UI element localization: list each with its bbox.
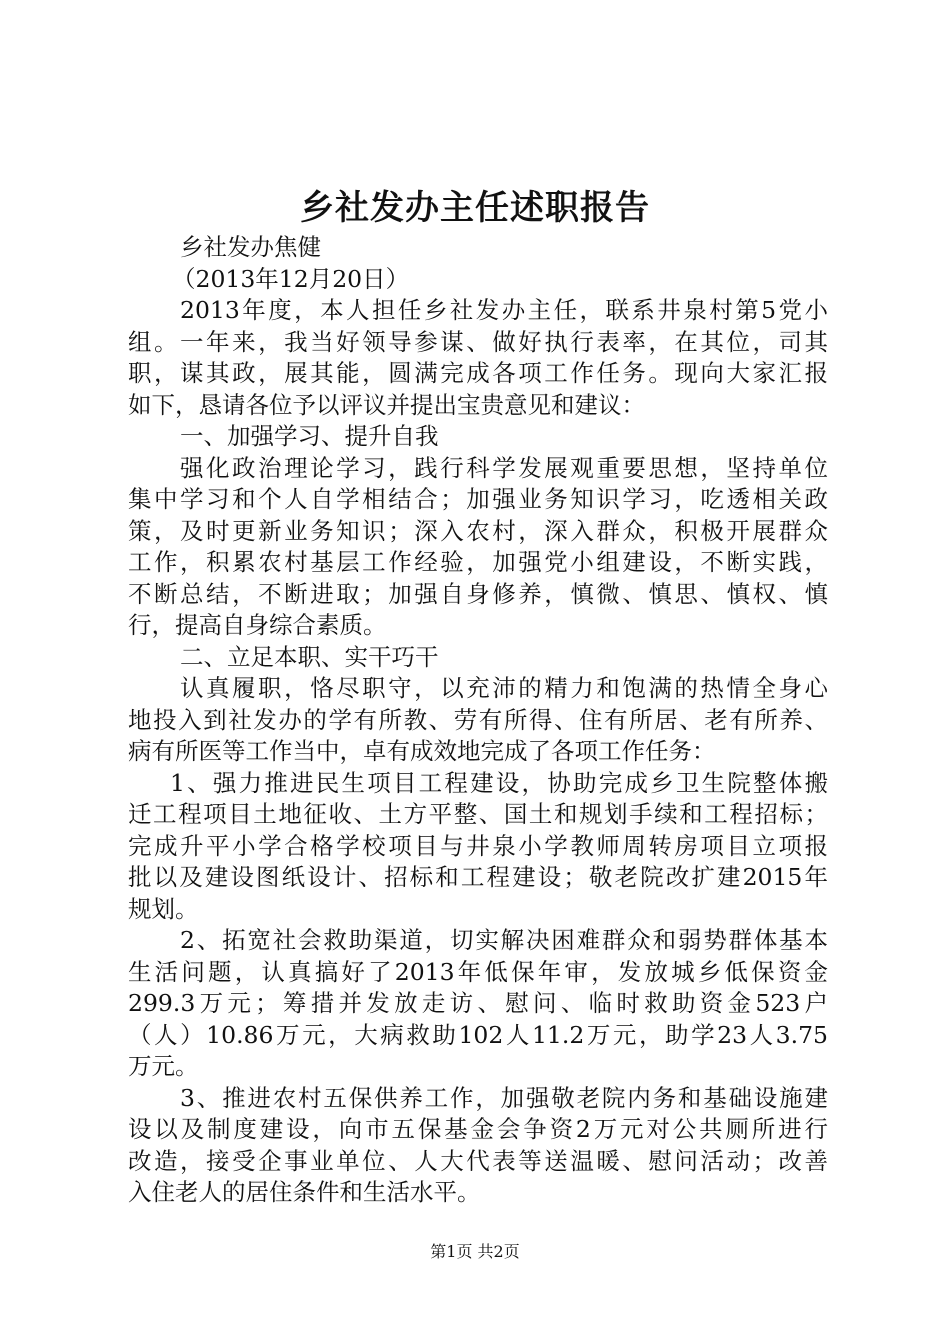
paragraph-line: 规划。 <box>128 894 199 923</box>
paragraph-line: 改造，接受企事业单位、人大代表等送温暖、慰问活动；改善 <box>128 1146 828 1175</box>
paragraph-line: 设以及制度建设，向市五保基金会争资2万元对公共厕所进行 <box>128 1115 828 1143</box>
date-line: （2013年12月20日） <box>172 264 410 293</box>
paragraph-line: 不断总结，不断进取；加强自身修养，慎微、慎思、慎权、慎 <box>128 579 828 608</box>
paragraph-line: 完成升平小学合格学校项目与井泉小学教师周转房项目立项报 <box>128 831 828 860</box>
paragraph-line: 策，及时更新业务知识；深入农村，深入群众，积极开展群众 <box>128 516 828 545</box>
paragraph-line: 3、推进农村五保供养工作，加强敬老院内务和基础设施建 <box>180 1083 828 1112</box>
paragraph-line: 集中学习和个人自学相结合；加强业务知识学习，吃透相关政 <box>128 485 828 513</box>
paragraph-line: 1、强力推进民生项目工程建设，协助完成乡卫生院整体搬 <box>170 768 828 797</box>
document-body <box>128 232 828 1209</box>
paragraph-line: 组。一年来，我当好领导参谋、做好执行表率，在其位，司其 <box>128 327 828 356</box>
paragraph-line: 职，谋其政，展其能，圆满完成各项工作任务。现向大家汇报 <box>128 359 828 387</box>
paragraph-line: 入住老人的居住条件和生活水平。 <box>128 1178 481 1206</box>
paragraph-line: 行，提高自身综合素质。 <box>128 611 387 639</box>
paragraph-line: 病有所医等工作当中，卓有成效地完成了各项工作任务： <box>128 737 716 765</box>
paragraph-line: 地投入到社发办的学有所教、劳有所得、住有所居、老有所养、 <box>128 705 828 734</box>
paragraph-line: 2013年度，本人担任乡社发办主任，联系井泉村第5党小 <box>180 296 828 324</box>
author-line: 乡社发办焦健 <box>180 233 321 261</box>
paragraph-line: 如下，恳请各位予以评议并提出宝贵意见和建议： <box>128 390 645 419</box>
paragraph-line: 迁工程项目土地征收、土方平整、国土和规划手续和工程招标； <box>128 800 828 828</box>
paragraph-line: 批以及建设图纸设计、招标和工程建设；敬老院改扩建2015年 <box>128 863 828 891</box>
paragraph-line: 299.3万元；筹措并发放走访、慰问、临时救助资金523户 <box>128 989 828 1017</box>
paragraph-line: 认真履职，恪尽职守，以充沛的精力和饱满的热情全身心 <box>180 674 828 702</box>
section-heading: 一、加强学习、提升自我 <box>180 422 439 450</box>
document-title: 乡社发办主任述职报告 <box>300 188 650 228</box>
section-heading: 二、立足本职、实干巧干 <box>180 642 439 671</box>
paragraph-line: 万元。 <box>128 1052 199 1080</box>
paragraph-line: 生活问题，认真搞好了2013年低保年审，发放城乡低保资金 <box>128 957 828 986</box>
paragraph-line: 强化政治理论学习，践行科学发展观重要思想，坚持单位 <box>180 453 828 482</box>
paragraph-line: 2、拓宽社会救助渠道，切实解决困难群众和弱势群体基本 <box>180 926 828 954</box>
paragraph-line: （人）10.86万元，大病救助102人11.2万元，助学23人3.75 <box>128 1020 828 1049</box>
paragraph-line: 工作，积累农村基层工作经验，加强党小组建设，不断实践， <box>128 548 828 576</box>
page-number: 第1页 共2页 <box>430 1242 520 1261</box>
